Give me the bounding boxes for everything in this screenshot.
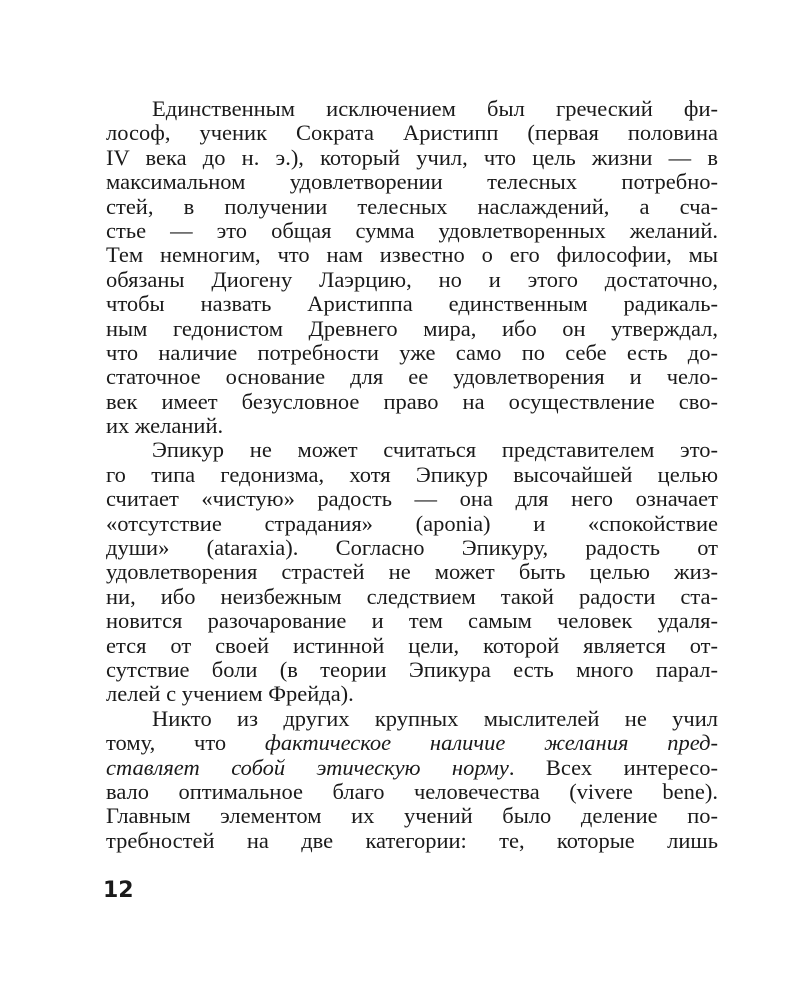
- text-line: Главным элементом их учений было деление по-: [106, 803, 718, 829]
- text-line: го типа гедонизма, хотя Эпикур высочайшей целью: [106, 461, 718, 487]
- text-line: Тем немногим, что нам известно о его философии, мы: [106, 242, 718, 268]
- text-line: их желаний.: [106, 413, 224, 439]
- italic-fragment: фактическое наличие желания пред-: [264, 730, 718, 756]
- text-line: ется от своей истинной цели, которой является от-: [106, 632, 718, 658]
- text-line: стье — это общая сумма удовлетворенных желаний.: [106, 217, 718, 243]
- text-line: ным гедонистом Древнего мира, ибо он утверждал,: [106, 315, 718, 341]
- text-line: ни, ибо неизбежным следствием такой радости ста-: [106, 583, 718, 609]
- text-line: считает «чистую» радость — она для него означает: [106, 486, 718, 512]
- text-line: лософ, ученик Сократа Аристипп (первая половина: [106, 120, 718, 146]
- text-fragment: . Всех интересо-: [508, 754, 718, 780]
- text-line: максимальном удовлетворении телесных потребно-: [106, 169, 718, 195]
- text-line: [106, 756, 718, 780]
- text-line: обязаны Диогену Лаэрцию, но и этого достаточно,: [106, 266, 718, 292]
- text-line: [106, 731, 718, 755]
- text-line: вало оптимальное благо человечества (vivere bene).: [106, 778, 718, 804]
- text-line: удовлетворения страстей не может быть целью жиз-: [106, 559, 718, 585]
- italic-fragment: ставляет собой этическую норму: [106, 754, 509, 780]
- text-line: IV века до н. э.), который учил, что цель жизни — в: [106, 144, 718, 170]
- text-line: лелей с учением Фрейда).: [106, 681, 354, 707]
- text-line: Никто из других крупных мыслителей не учил: [152, 705, 718, 731]
- text-line: «отсутствие страдания» (aponia) и «спокойствие: [106, 510, 718, 536]
- body-text: [106, 97, 718, 853]
- text-line: статочное основание для ее удовлетворения и чело-: [106, 364, 718, 390]
- text-line: души» (ataraxia). Согласно Эпикуру, радость от: [106, 535, 718, 561]
- text-line: стей, в получении телесных наслаждений, а сча-: [106, 193, 718, 219]
- text-fragment: тому, что: [106, 730, 265, 756]
- text-line: Эпикур не может считаться представителем это-: [152, 437, 718, 463]
- text-line: сутствие боли (в теории Эпикура есть много парал-: [106, 656, 718, 682]
- page-number: 12: [103, 878, 134, 903]
- text-line: требностей на две категории: те, которые лишь: [106, 827, 718, 853]
- text-line: что наличие потребности уже само по себе есть до-: [106, 339, 718, 365]
- text-line: век имеет безусловное право на осуществление сво-: [106, 388, 718, 414]
- text-line: новится разочарование и тем самым человек удаля-: [106, 608, 718, 634]
- text-line: чтобы назвать Аристиппа единственным радикаль-: [106, 291, 718, 317]
- text-line: Единственным исключением был греческий фи-: [152, 96, 718, 121]
